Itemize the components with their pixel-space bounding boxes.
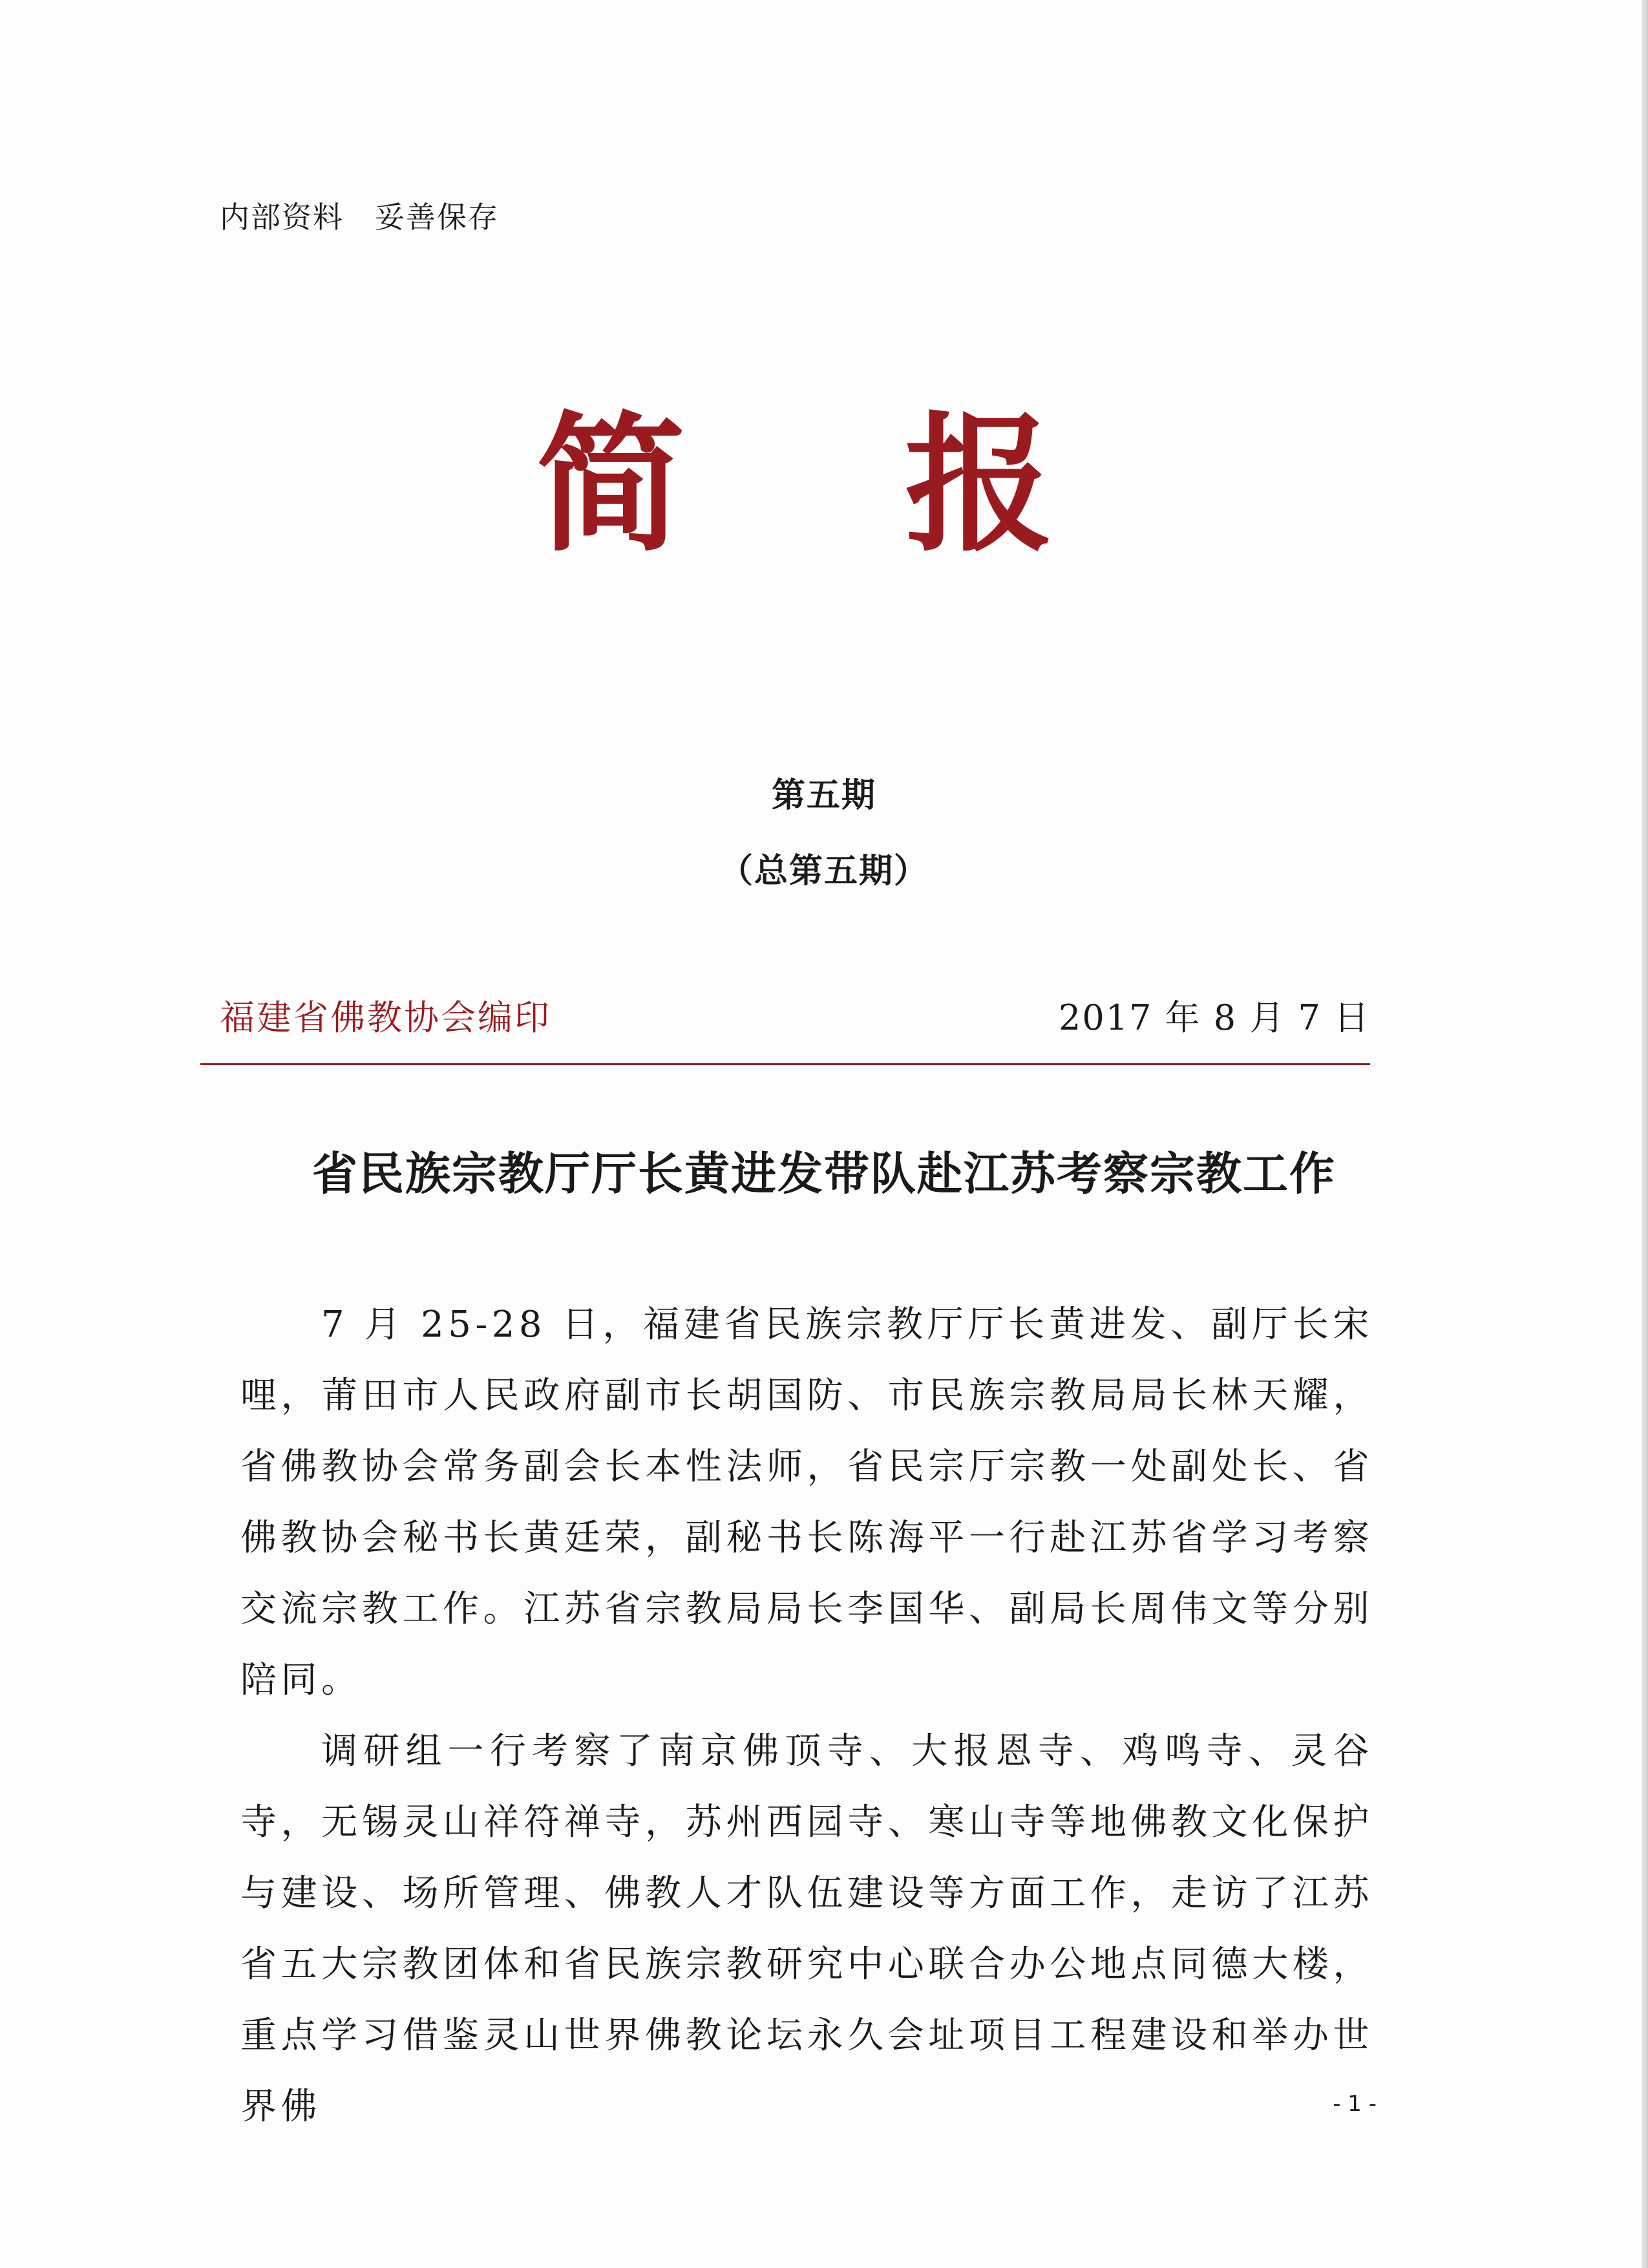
masthead	[0, 397, 1648, 572]
masthead-char-right: 报	[905, 397, 1054, 572]
page-number: - 1 -	[1333, 2091, 1377, 2117]
article-body	[240, 1289, 1373, 2143]
publication-date: 2017 年 8 月 7 日	[1059, 997, 1370, 1038]
classification-label: 内部资料 妥善保存	[220, 200, 499, 235]
masthead-char-left: 简	[536, 397, 686, 572]
issue-number: 第五期	[771, 776, 876, 815]
article-headline: 省民族宗教厅厅长黄进发带队赴江苏考察宗教工作	[312, 1147, 1336, 1200]
paragraph: 7 月 25-28 日，福建省民族宗教厅厅长黄进发、副厅长宋哩，莆田市人民政府副市长胡国防、市民族宗教局局长林天耀，省佛教协会常务副会长本性法师，省民宗厅宗教一处副处长、省佛教协会秘书长黄廷荣，副秘书长陈海平一行赴江苏省学习考察交流宗教工作。江苏省宗教局局长李国华、副局长周伟文等分别陪同。	[240, 1304, 1373, 1701]
scan-edge	[1642, 0, 1648, 2268]
header-divider	[200, 1063, 1370, 1065]
publisher: 福建省佛教协会编印	[220, 997, 551, 1038]
paragraph: 调研组一行考察了南京佛顶寺、大报恩寺、鸡鸣寺、灵谷寺，无锡灵山祥符禅寺，苏州西园寺、寒山寺等地佛教文化保护与建设、场所管理、佛教人才队伍建设等方面工作，走访了江苏省五大宗教团体和省民族宗教研究中心联合办公地点同德大楼，重点学习借鉴灵山世界佛教论坛永久会址项目工程建设和举办世界佛	[240, 1730, 1373, 2128]
issue-total: （总第五期）	[719, 852, 929, 891]
